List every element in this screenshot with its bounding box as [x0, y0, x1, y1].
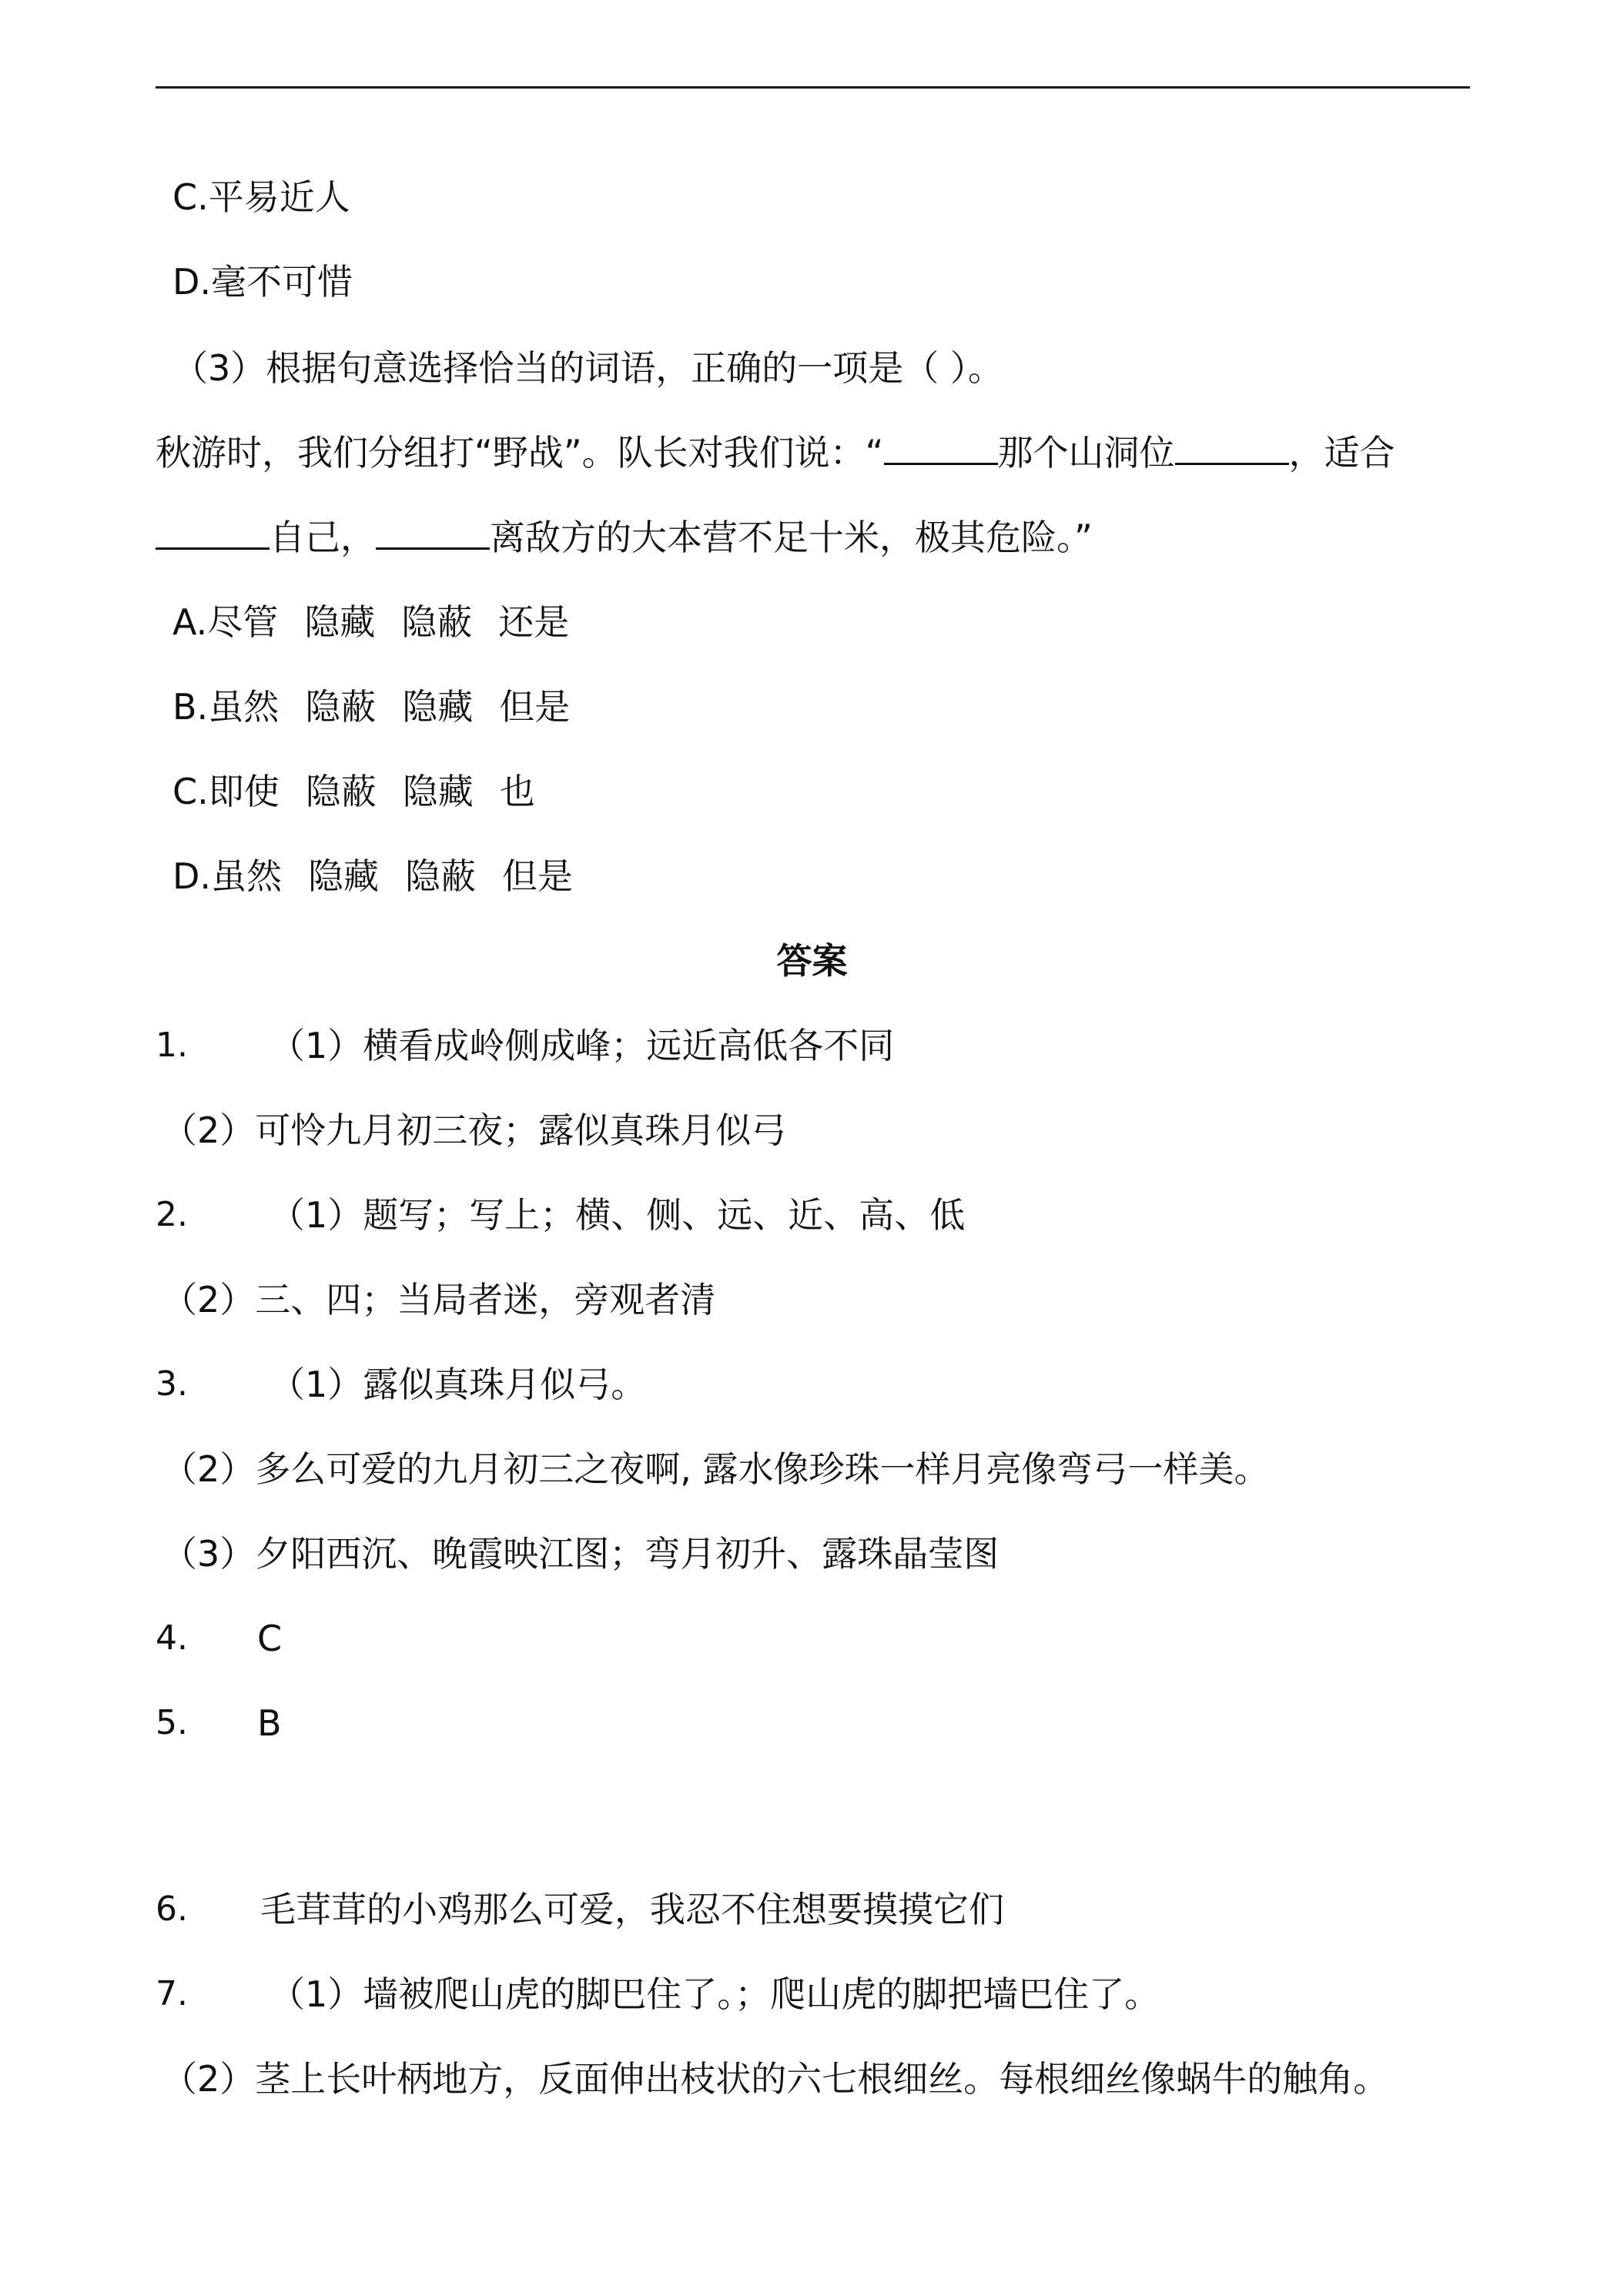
answer-number: 2.: [156, 1195, 188, 1234]
passage-text-3: ，适合: [1288, 432, 1395, 474]
passage-text-4: 自己，: [270, 517, 376, 558]
question-3-stem: （3）根据句意选择恰当的词语，正确的一项是（ ）。: [172, 347, 1003, 389]
blank-1: [884, 432, 998, 465]
option-d: D.毫不可惜: [172, 261, 353, 303]
answer-2-part-1: （1）题写；写上；横、侧、远、近、高、低: [270, 1194, 966, 1236]
answer-4-value: C: [257, 1618, 283, 1659]
blank-2: [1175, 432, 1289, 465]
option-word: 即使: [208, 771, 280, 812]
option-word: 隐蔽: [305, 771, 377, 812]
option-letter: D.: [172, 855, 212, 897]
option-word: 隐藏: [402, 686, 474, 728]
option-word: 还是: [498, 601, 570, 643]
option-letter: C.: [172, 771, 209, 812]
answer-number: 5.: [156, 1703, 188, 1742]
q3-option-a: [172, 599, 569, 645]
option-word: 隐藏: [308, 855, 380, 897]
option-word: 但是: [502, 855, 574, 897]
option-word: 隐藏: [402, 771, 474, 812]
question-3-passage-line-1: [156, 430, 1395, 476]
answer-number: 3.: [156, 1364, 188, 1404]
answer-2-part-2: （2）三、四；当局者迷，旁观者清: [162, 1279, 716, 1320]
answer-number: 6.: [156, 1889, 188, 1929]
q3-option-c: [172, 768, 535, 815]
passage-text-5: 离敌方的大本营不足十米，极其危险。”: [490, 517, 1093, 558]
answer-number: 4.: [156, 1618, 188, 1658]
option-word: 隐蔽: [405, 855, 477, 897]
passage-text-2: 那个山洞位: [997, 432, 1175, 474]
question-3-passage-line-2: [156, 514, 1093, 561]
answers-heading: 答案: [776, 940, 848, 982]
passage-text-1: 秋游时，我们分组打“野战”。队长对我们说：“: [156, 432, 884, 474]
option-word: 虽然: [208, 686, 280, 728]
answer-7-part-1: （1）墙被爬山虎的脚巴住了。；爬山虎的脚把墙巴住了。: [270, 1973, 1160, 2015]
blank-4: [376, 517, 490, 550]
q3-option-b: [172, 684, 570, 730]
answer-3-part-3: （3）夕阳西沉、晚霞映江图；弯月初升、露珠晶莹图: [162, 1533, 1000, 1575]
option-word: 隐蔽: [401, 601, 473, 643]
answer-3-part-2: （2）多么可爱的九月初三之夜啊, 露水像珍珠一样月亮像弯弓一样美。: [162, 1448, 1270, 1490]
answer-5-value: B: [257, 1702, 282, 1744]
answer-number: 1.: [156, 1026, 188, 1065]
option-word: 隐藏: [304, 601, 376, 643]
answer-7-part-2: （2）茎上长叶柄地方，反面伸出枝状的六七根细丝。每根细丝像蜗牛的触角。: [162, 2058, 1389, 2100]
answer-1-part-1: （1）横看成岭侧成峰；远近高低各不同: [270, 1025, 895, 1066]
answer-1-part-2: （2）可怜九月初三夜；露似真珠月似弓: [162, 1110, 787, 1151]
answer-number: 7.: [156, 1974, 188, 2013]
option-word: 尽管: [207, 601, 279, 643]
blank-3: [156, 517, 270, 550]
option-letter: B.: [172, 686, 209, 728]
answer-6-value: 毛茸茸的小鸡那么可爱，我忍不住想要摸摸它们: [260, 1889, 1004, 1930]
option-letter: A.: [172, 601, 208, 643]
q3-option-d: [172, 853, 573, 899]
option-word: 隐蔽: [305, 686, 377, 728]
option-word: 但是: [499, 686, 571, 728]
option-c: C.平易近人: [172, 176, 350, 218]
option-word: 虽然: [211, 855, 283, 897]
answer-3-part-1: （1）露似真珠月似弓。: [270, 1364, 647, 1405]
option-word: 也: [499, 771, 535, 812]
header-rule: [156, 86, 1470, 89]
